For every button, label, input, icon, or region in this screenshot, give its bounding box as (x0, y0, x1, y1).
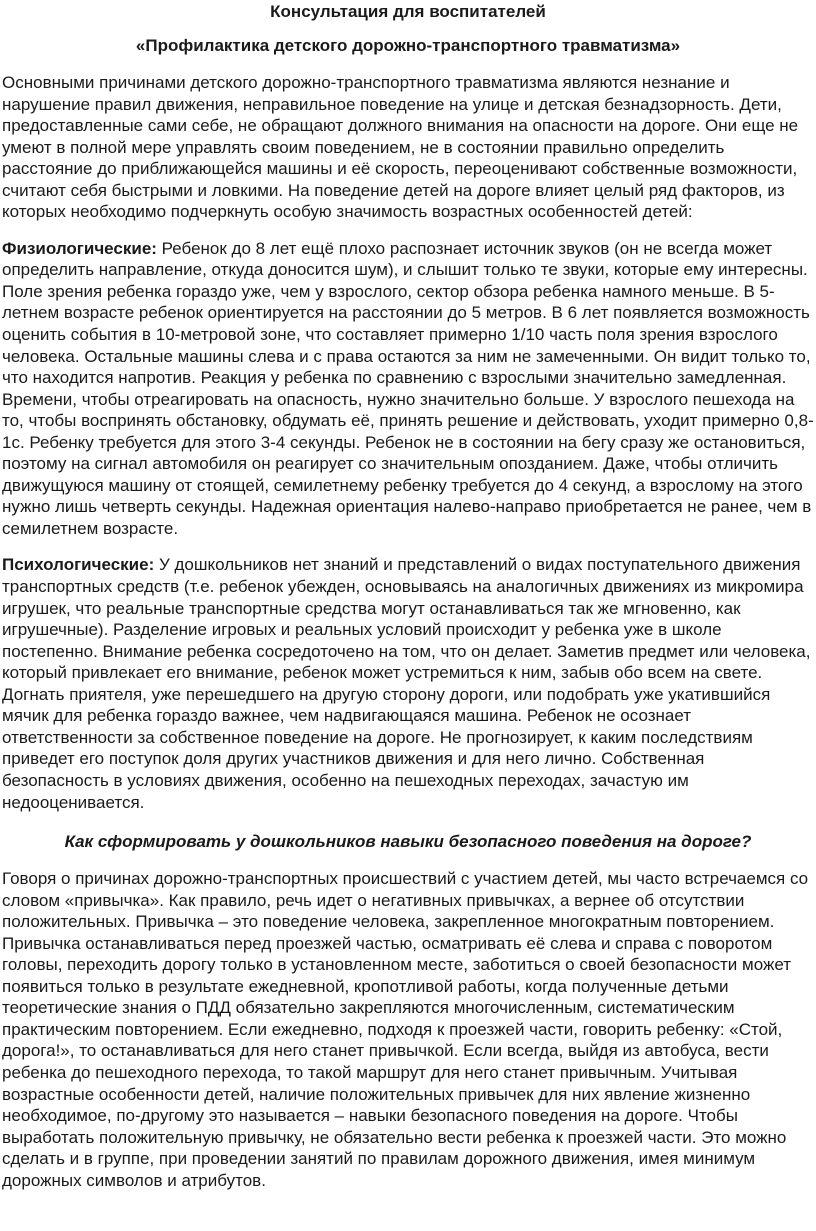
psychological-lead: Психологические: (2, 555, 155, 575)
physiological-paragraph (2, 238, 814, 540)
habits-paragraph: Говоря о причинах дорожно-транспортных происшествий с участием детей, мы часто встречаемся со словом «привычка». Как правило, речь идет о негативных привычках, а вернее об отсутствии положительных. Привычка – это поведение человека, закрепленное многократным повторением. Привычка останавливаться перед проезжей частью, осматривать её слева и справа с поворотом головы, переходить дорогу только в установленном месте, заботиться о своей безопасности может появиться только в результате ежедневной, кропотливой работы, когда полученные детьми теоретические знания о ПДД обязательно закрепляются многочисленным, систематическим практическим повторением. Если ежедневно, подходя к проезжей части, говорить ребенку: «Стой, дорога!», то останавливаться для него станет привычкой. Если всегда, выйдя из автобуса, вести ребенка до пешеходного перехода, то такой маршрут для него станет привычным. Учитывая возрастные особенности детей, наличие положительных привычек для них явление жизненно необходимое, по-другому это называется – навыки безопасного поведения на дороге. Чтобы выработать положительную привычку, не обязательно вести ребенка к проезжей части. Это можно сделать и в группе, при проведении занятий по правилам дорожного движения, имея минимум дорожных символов и атрибутов. (2, 869, 809, 1190)
psychological-text: У дошкольников нет знаний и представлений о видах поступательного движения транспортных средств (т.е. ребенок убежден, основываясь на аналогичных движениях из микромира игрушек, что реальные транспортные средства могут останавливаться так же мгновенно, как игрушечные). Разделение игровых и реальных условий происходит у ребенка уже в школе постепенно. Внимание ребенка сосредоточено на том, что он делает. Заметив предмет или человека, который привлекает его внимание, ребенок может устремиться к ним, забыв обо всем на свете. Догнать приятеля, уже перешедшего на другую сторону дороги, или подобрать уже укатившийся мячик для ребенка гораздо важнее, чем надвигающаяся машина. Ребенок не осознает ответственности за собственное поведение на дороге. Не прогнозирует, к каким последствиям приведет его поступок доля других участников движения и для него лично. Собственная безопасность в условиях движения, особенно на пешеходных переходах, зачастую им недооценивается. (2, 555, 811, 812)
physiological-lead: Физиологические: (2, 238, 157, 258)
physiological-text: Ребенок до 8 лет ещё плохо распознает источник звуков (он не всегда может определить направление, откуда доносится шум), и слышит только те звуки, которые ему интересны. Поле зрения ребенка гораздо уже, чем у взрослого, сектор обзора ребенка намного меньше. В 5-летнем возрасте ребенок ориентируется на расстоянии до 5 метров. В 6 лет появляется возможность оценить события в 10-метровой зоне, что составляет примерно 1/10 часть поля зрения взрослого человека. Остальные машины слева и с права остаются за ним не замеченными. Он видит только то, что находится напротив. Реакция у ребенка по сравнению с взрослыми значительно замедленная. Времени, чтобы отреагировать на опасность, нужно значительно больше. У взрослого пешехода на то, чтобы воспринять обстановку, обдумать её, принять решение и действовать, уходит примерно 0,8-1с. Ребенку требуется для этого 3-4 секунды. Ребенок не в состоянии на бегу сразу же остановиться, поэтому на сигнал автомобиля он реагирует со значительным опозданием. Даже, чтобы отличить движущуюся машину от стоящей, семилетнему ребенку требуется до 4 секунд, а взрослому на этого нужно лишь четверть секунды. Надежная ориентация налево-направо приобретается не ранее, чем в семилетнем возрасте. (2, 238, 814, 538)
section-heading: Как сформировать у дошкольников навыки безопасного поведения на дороге? (64, 832, 752, 852)
title-block (2, 0, 814, 60)
document-title: Консультация для воспитателей (270, 2, 546, 21)
intro-paragraph: Основными причинами детского дорожно-транспортного травматизма являются незнание и нарушение правил движения, неправильное поведение на улице и детская безнадзорность. Дети, предоставленные сами себе, не обращают должного внимания на опасности на дороге. Они еще не умеют в полной мере управлять своим поведением, не в состоянии правильно определить расстояние до приближающейся машины и её скорость, переоценивают собственные возможности, считают себя быстрыми и ловкими. На поведение детей на дороге влияет целый ряд факторов, из которых необходимо подчеркнуть особую значимость возрастных особенностей детей: (2, 73, 799, 222)
psychological-paragraph (2, 554, 814, 813)
document-subtitle: «Профилактика детского дорожно-транспортного травматизма» (135, 36, 681, 55)
